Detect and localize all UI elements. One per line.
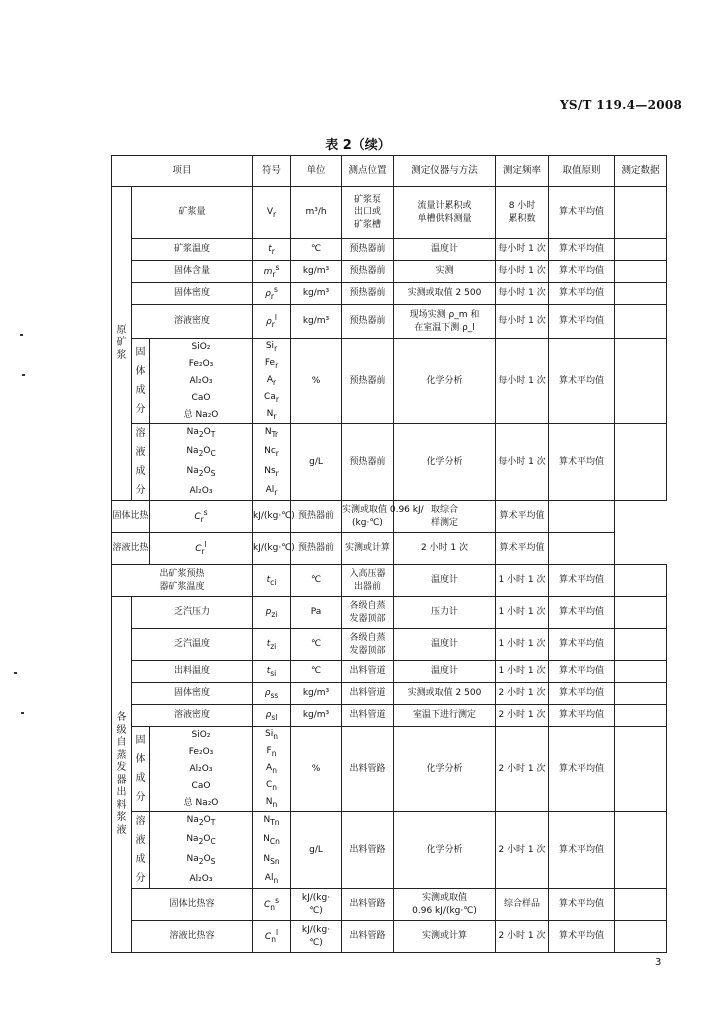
col-header: 单位	[291, 156, 342, 187]
cell-data[interactable]	[615, 239, 667, 261]
cell-item: Al₂O₃	[150, 373, 253, 390]
cell-item: $Na_2O_C$	[150, 831, 253, 850]
cell-symbol: $Fe_r$	[253, 356, 291, 373]
scan-mark	[14, 672, 17, 674]
cell-location: 预热器前	[342, 424, 394, 501]
cell-frequency: 8 小时 累积数	[496, 187, 549, 239]
cell-symbol: $t_{si}$	[253, 661, 291, 683]
page-number: 3	[655, 957, 662, 968]
table-row	[112, 921, 667, 953]
cell-data[interactable]	[615, 305, 667, 339]
cell-item: 固体比热容	[132, 889, 253, 921]
table-row	[112, 283, 667, 305]
cell-data[interactable]	[615, 705, 667, 727]
cell-item: Fe₂O₃	[150, 744, 253, 761]
cell-data[interactable]	[615, 812, 667, 889]
cell-unit: kJ/(kg·℃)	[253, 501, 291, 533]
cell-item: 乏汽温度	[132, 629, 253, 661]
cell-rule: 算术平均值	[549, 727, 615, 812]
group-label-liquid: 溶液成分	[132, 424, 150, 501]
cell-item: $Na_2O_S$	[150, 850, 253, 869]
table-row	[112, 533, 667, 565]
cell-method: 现场实测 ρ_m 和 在室温下测 ρ_l	[394, 305, 496, 339]
cell-symbol: $t_r$	[253, 239, 291, 261]
group-label-solid: 固体成分	[132, 339, 150, 424]
cell-item: $Na_2O_C$	[150, 443, 253, 462]
cell-item: 出料温度	[132, 661, 253, 683]
cell-rule: 算术平均值	[549, 424, 615, 501]
cell-rule: 算术平均值	[549, 305, 615, 339]
col-header: 符号	[253, 156, 291, 187]
table-row	[112, 339, 667, 356]
cell-method: 实测或计算	[342, 533, 394, 565]
group-label-solid: 固体成分	[132, 727, 150, 812]
cell-unit: kJ/(kg· ℃)	[291, 921, 342, 953]
cell-unit: kJ/(kg· ℃)	[291, 889, 342, 921]
cell-symbol: $N_{Cn}$	[253, 831, 291, 850]
cell-location: 入高压器 出器前	[342, 565, 394, 597]
cell-symbol: $C_r^l$	[150, 533, 253, 565]
cell-data[interactable]	[615, 339, 667, 424]
cell-location: 预热器前	[342, 261, 394, 283]
cell-item: 溶液密度	[132, 705, 253, 727]
cell-method: 实测或取值 0.96 kJ/(kg·℃)	[394, 889, 496, 921]
cell-symbol: $\rho_r^s$	[253, 283, 291, 305]
cell-frequency: 每小时 1 次	[496, 305, 549, 339]
cell-location: 预热器前	[342, 239, 394, 261]
cell-method: 化学分析	[394, 339, 496, 424]
table-row	[112, 565, 667, 597]
cell-unit: ℃	[291, 629, 342, 661]
cell-symbol: $N_r$	[253, 407, 291, 424]
cell-item: $Na_2O_T$	[150, 424, 253, 443]
cell-frequency: 2 小时 1 次	[496, 921, 549, 953]
col-header: 测定仪器与方法	[394, 156, 496, 187]
cell-rule: 算术平均值	[549, 629, 615, 661]
cell-frequency: 每小时 1 次	[496, 261, 549, 283]
cell-unit: m³/h	[291, 187, 342, 239]
cell-method: 温度计	[394, 565, 496, 597]
cell-symbol: $N_{Tr}$	[253, 424, 291, 443]
cell-symbol: $\rho_{ss}$	[253, 683, 291, 705]
cell-item: 总 Na₂O	[150, 795, 253, 812]
cell-frequency: 2 小时 1 次	[496, 812, 549, 889]
cell-item: 乏汽压力	[132, 597, 253, 629]
cell-data[interactable]	[615, 565, 667, 597]
cell-frequency: 每小时 1 次	[496, 283, 549, 305]
cell-unit: kg/m³	[291, 683, 342, 705]
cell-location: 出料管路	[342, 921, 394, 953]
cell-frequency: 每小时 1 次	[496, 424, 549, 501]
cell-data[interactable]	[615, 727, 667, 812]
cell-symbol: $t_{ci}$	[253, 565, 291, 597]
table-row	[112, 629, 667, 661]
cell-symbol: $Al_r$	[253, 481, 291, 500]
cell-method: 实测或取值 0.96 kJ/ (kg·℃)	[342, 501, 394, 533]
cell-location: 预热器前	[342, 339, 394, 424]
cell-item: 出矿浆预热 器矿浆温度	[112, 565, 253, 597]
cell-symbol: $V_r$	[253, 187, 291, 239]
cell-rule: 算术平均值	[496, 501, 549, 533]
cell-data[interactable]	[615, 683, 667, 705]
cell-unit: kg/m³	[291, 261, 342, 283]
cell-data[interactable]	[615, 661, 667, 683]
cell-symbol: $A_n$	[253, 761, 291, 778]
cell-unit: %	[291, 339, 342, 424]
cell-symbol: $t_{zi}$	[253, 629, 291, 661]
cell-item: 固体比热	[112, 501, 150, 533]
cell-method: 实测	[394, 261, 496, 283]
cell-unit: ℃	[291, 565, 342, 597]
cell-location: 矿浆泵 出口或 矿浆槽	[342, 187, 394, 239]
table-row	[112, 705, 667, 727]
cell-rule: 算术平均值	[549, 187, 615, 239]
cell-frequency: 1 小时 1 次	[496, 565, 549, 597]
cell-item: 溶液比热	[112, 533, 150, 565]
cell-unit: g/L	[291, 424, 342, 501]
cell-symbol: $Al_n$	[253, 869, 291, 888]
cell-symbol: $A_r$	[253, 373, 291, 390]
cell-unit: kg/m³	[291, 283, 342, 305]
cell-rule: 算术平均值	[549, 239, 615, 261]
table-row	[112, 889, 667, 921]
cell-data[interactable]	[615, 261, 667, 283]
table-row	[112, 661, 667, 683]
cell-item: Al₂O₃	[150, 481, 253, 500]
cell-symbol: $N_{Tn}$	[253, 812, 291, 831]
cell-item: CaO	[150, 390, 253, 407]
cell-rule: 算术平均值	[549, 812, 615, 889]
cell-frequency: 综合样品	[496, 889, 549, 921]
cell-location: 各级自蒸 发器顶部	[342, 597, 394, 629]
cell-frequency: 1 小时 1 次	[496, 629, 549, 661]
cell-rule: 算术平均值	[549, 283, 615, 305]
scan-mark	[22, 374, 25, 376]
cell-frequency: 2 小时 1 次	[496, 727, 549, 812]
cell-location: 出料管道	[342, 705, 394, 727]
cell-location: 预热器前	[342, 305, 394, 339]
cell-unit: ℃	[291, 239, 342, 261]
scan-mark	[20, 334, 23, 336]
cell-symbol: $\rho_{sl}$	[253, 705, 291, 727]
cell-symbol: $m_r^s$	[253, 261, 291, 283]
table-row	[112, 501, 667, 533]
cell-data[interactable]	[615, 597, 667, 629]
cell-method: 温度计	[394, 661, 496, 683]
cell-item: $Na_2O_S$	[150, 462, 253, 481]
cell-frequency: 每小时 1 次	[496, 339, 549, 424]
col-header: 测点位置	[342, 156, 394, 187]
cell-symbol: $\rho_r^l$	[253, 305, 291, 339]
section-label-raw-slurry: 原矿浆	[112, 187, 132, 501]
cell-method: 室温下进行测定	[394, 705, 496, 727]
cell-rule: 算术平均值	[549, 565, 615, 597]
cell-data[interactable]	[549, 533, 615, 565]
cell-method: 温度计	[394, 629, 496, 661]
cell-symbol: $C_n$	[253, 778, 291, 795]
cell-location: 出料管道	[342, 661, 394, 683]
cell-rule: 算术平均值	[549, 921, 615, 953]
cell-item: 固体密度	[132, 283, 253, 305]
cell-location: 出料管路	[342, 889, 394, 921]
cell-location: 各级自蒸 发器顶部	[342, 629, 394, 661]
table-row	[112, 727, 667, 744]
cell-method: 实测或取值 2 500	[394, 683, 496, 705]
cell-frequency: 1 小时 1 次	[496, 661, 549, 683]
cell-rule: 算术平均值	[549, 597, 615, 629]
cell-frequency: 1 小时 1 次	[496, 597, 549, 629]
cell-location: 预热器前	[342, 283, 394, 305]
table-row	[112, 597, 667, 629]
cell-frequency: 取综合 样测定	[394, 501, 496, 533]
cell-data[interactable]	[549, 501, 615, 533]
cell-method: 化学分析	[394, 727, 496, 812]
measurement-table	[111, 155, 667, 953]
cell-item: CaO	[150, 778, 253, 795]
header-row	[112, 156, 667, 187]
cell-symbol: $C_n^l$	[253, 921, 291, 953]
cell-method: 化学分析	[394, 424, 496, 501]
cell-item: 矿浆温度	[132, 239, 253, 261]
cell-frequency: 2 小时 1 次	[496, 683, 549, 705]
cell-data[interactable]	[615, 921, 667, 953]
cell-method: 化学分析	[394, 812, 496, 889]
cell-location: 预热器前	[291, 501, 342, 533]
cell-rule: 算术平均值	[549, 683, 615, 705]
cell-frequency: 每小时 1 次	[496, 239, 549, 261]
cell-unit: ℃	[291, 661, 342, 683]
cell-data[interactable]	[615, 889, 667, 921]
cell-data[interactable]	[615, 629, 667, 661]
cell-symbol: $Ca_r$	[253, 390, 291, 407]
cell-unit: %	[291, 727, 342, 812]
cell-symbol: $Si_n$	[253, 727, 291, 744]
cell-frequency: 2 小时 1 次	[496, 705, 549, 727]
cell-symbol: $Ns_r$	[253, 462, 291, 481]
cell-item: $Na_2O_T$	[150, 812, 253, 831]
table-row	[112, 239, 667, 261]
col-header: 取值原则	[549, 156, 615, 187]
cell-data[interactable]	[615, 283, 667, 305]
cell-unit: kJ/(kg·℃)	[253, 533, 291, 565]
cell-rule: 算术平均值	[549, 339, 615, 424]
cell-rule: 算术平均值	[549, 261, 615, 283]
table-row	[112, 683, 667, 705]
cell-symbol: $p_{zi}$	[253, 597, 291, 629]
cell-unit: kg/m³	[291, 305, 342, 339]
cell-item: Al₂O₃	[150, 869, 253, 888]
cell-symbol: $N_n$	[253, 795, 291, 812]
cell-unit: g/L	[291, 812, 342, 889]
table-row	[112, 305, 667, 339]
cell-unit: Pa	[291, 597, 342, 629]
cell-method: 实测或计算	[394, 921, 496, 953]
cell-method: 温度计	[394, 239, 496, 261]
cell-item: 固体含量	[132, 261, 253, 283]
cell-method: 压力计	[394, 597, 496, 629]
standard-number: YS/T 119.4—2008	[560, 98, 683, 112]
cell-location: 预热器前	[291, 533, 342, 565]
cell-rule: 算术平均值	[496, 533, 549, 565]
cell-frequency: 2 小时 1 次	[394, 533, 496, 565]
cell-rule: 算术平均值	[549, 889, 615, 921]
col-header: 项目	[112, 156, 253, 187]
cell-symbol: $N_{Sn}$	[253, 850, 291, 869]
cell-item: 溶液密度	[132, 305, 253, 339]
cell-rule: 算术平均值	[549, 661, 615, 683]
cell-item: 固体密度	[132, 683, 253, 705]
cell-method: 实测或取值 2 500	[394, 283, 496, 305]
cell-item: 溶液比热容	[132, 921, 253, 953]
cell-item: Fe₂O₃	[150, 356, 253, 373]
table-row	[112, 812, 667, 831]
cell-rule: 算术平均值	[549, 705, 615, 727]
cell-item: 总 Na₂O	[150, 407, 253, 424]
table-caption: 表 2（续）	[325, 138, 391, 153]
cell-location: 出料管路	[342, 812, 394, 889]
cell-item: Al₂O₃	[150, 761, 253, 778]
group-label-liquid: 溶液成分	[132, 812, 150, 889]
table-row	[112, 424, 667, 443]
scan-mark	[21, 712, 24, 714]
cell-symbol: $Si_r$	[253, 339, 291, 356]
cell-method: 流量计累积或 单槽供料测量	[394, 187, 496, 239]
section-label-evaporator-slurry: 各级自蒸发器出料浆液	[112, 597, 132, 953]
cell-data[interactable]	[615, 187, 667, 239]
cell-location: 出料管路	[342, 727, 394, 812]
col-header: 测定频率	[496, 156, 549, 187]
cell-symbol: $F_n$	[253, 744, 291, 761]
cell-item: 矿浆量	[132, 187, 253, 239]
cell-location: 出料管道	[342, 683, 394, 705]
col-header: 测定数据	[615, 156, 667, 187]
table-row	[112, 261, 667, 283]
cell-item: SiO₂	[150, 339, 253, 356]
table-row	[112, 187, 667, 239]
cell-data[interactable]	[615, 424, 667, 501]
cell-symbol: $C_r^s$	[150, 501, 253, 533]
cell-item: SiO₂	[150, 727, 253, 744]
cell-symbol: $Nc_r$	[253, 443, 291, 462]
cell-symbol: $C_n^s$	[253, 889, 291, 921]
cell-unit: kg/m³	[291, 705, 342, 727]
